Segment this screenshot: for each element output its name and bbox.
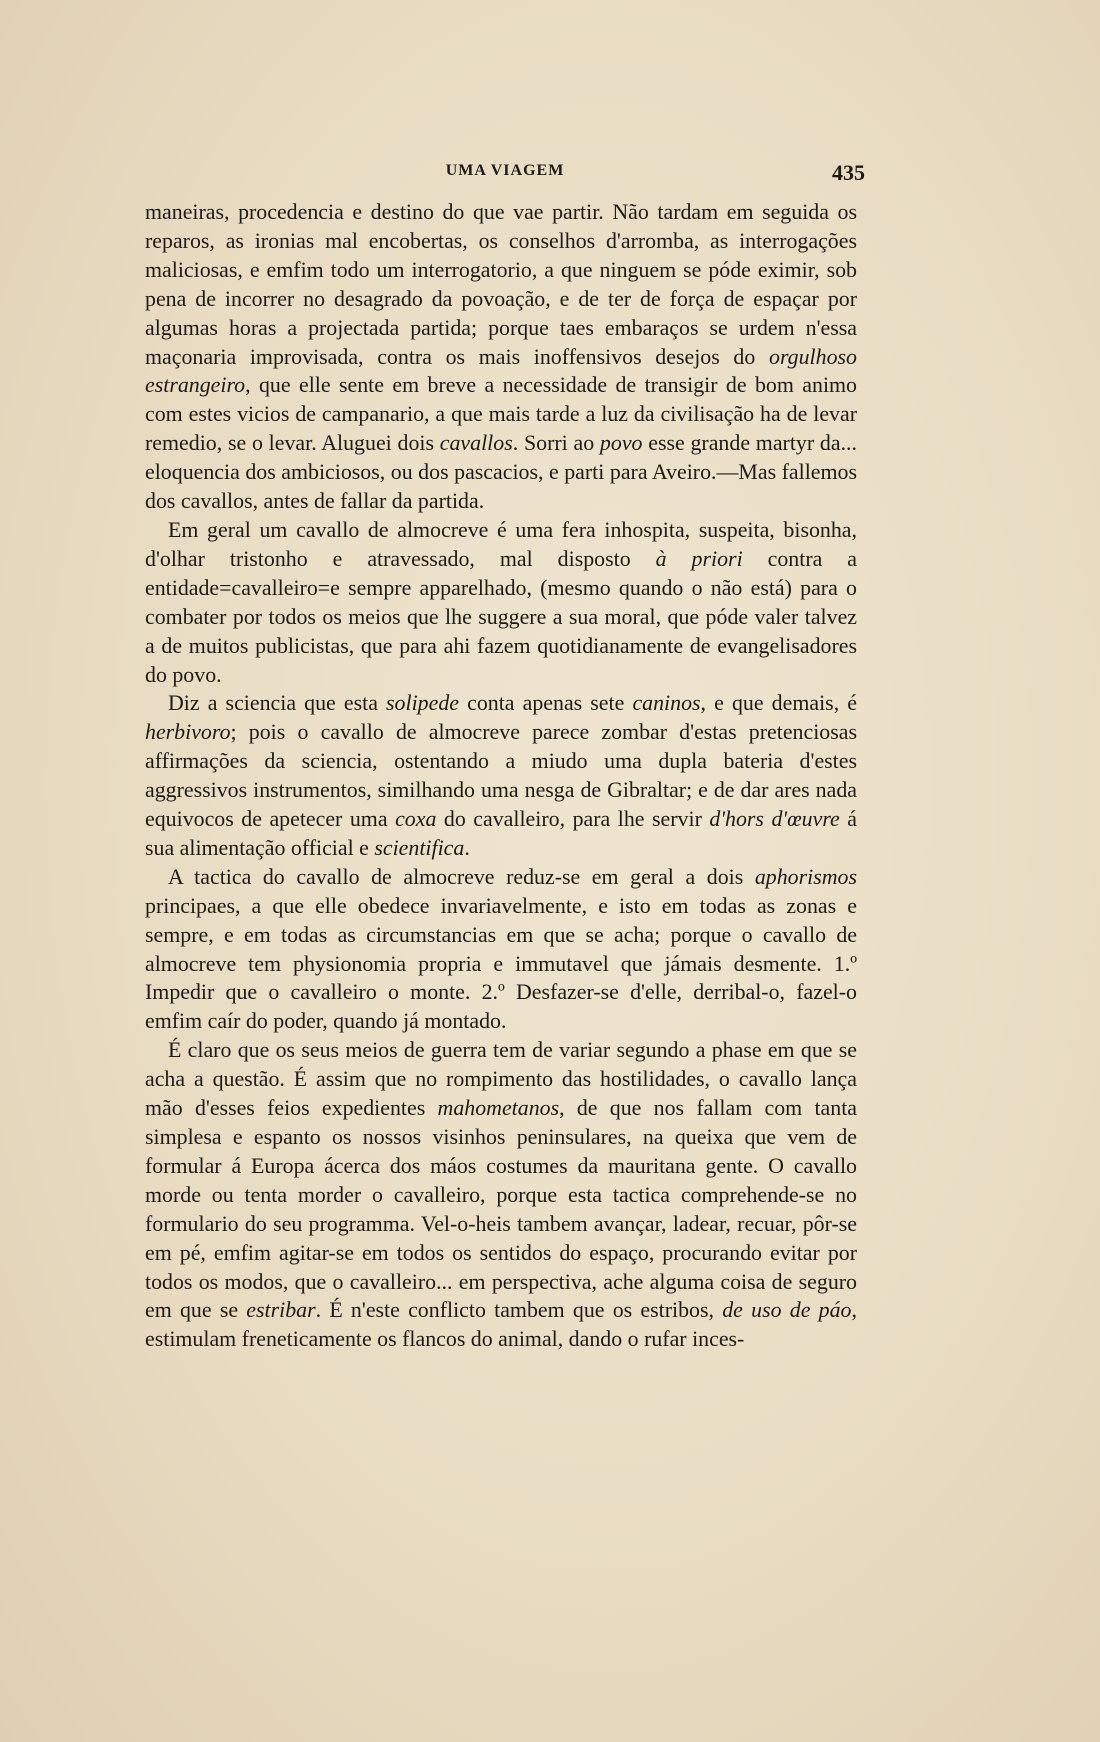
text-run: A tactica do cavallo de almocreve reduz-se em geral a dois — [168, 863, 755, 889]
italic-text: herbivoro — [145, 719, 231, 745]
text-run: , que elle sente em breve a necessidade de transigir de bom animo com estes vicios de campanario, a que mais tarde a luz da civilisação ha de levar remedio, se o levar. Aluguei dois — [145, 372, 857, 456]
text-run: esse grande martyr da... eloquencia dos ambiciosos, ou dos pascacios, e parti para Aveiro.—Mas fallemos dos cavallos, antes de fallar da partida. — [145, 430, 857, 514]
text-run: . Sorri ao — [512, 430, 600, 456]
italic-text: de uso de páo — [722, 1297, 852, 1323]
italic-text: povo — [599, 430, 643, 456]
italic-text: scientifica — [374, 834, 465, 860]
page-number: 435 — [832, 160, 865, 185]
body-text — [145, 198, 857, 1354]
italic-text: caninos — [632, 690, 701, 716]
text-run: . — [464, 834, 470, 860]
text-run: contra a entidade=cavalleiro=e sempre apparelhado, (mesmo quando o não está) para o combater por todos os meios que lhe suggere a sua moral, que póde valer talvez a de muitos publicistas, que para ahi fazem quotidianamente de evangelisadores do povo. — [145, 545, 858, 687]
paragraph — [145, 1036, 857, 1354]
text-run: , e que demais, é — [700, 690, 857, 716]
text-run: , de que nos fallam com tanta simplesa e espanto os nossos visinhos peninsulares, na queixa que vem de formular á Europa ácerca dos máos costumes da mauritana gente. O cavallo morde ou tenta morder o cavalleiro, porque esta tactica comprehende-se no formulario do seu programma. Vel-o-heis tambem avançar, ladear, recuar, pôr-se em pé, emfim agitar-se em todos os sentidos do espaço, procurando evitar por todos os modos, que o cavalleiro... em perspectiva, ache alguma coisa de seguro em que se — [145, 1095, 857, 1323]
italic-text: à priori — [655, 545, 743, 571]
italic-text: cavallos — [439, 430, 513, 456]
text-run: ; pois o cavallo de almocreve parece zombar d'estas pretenciosas affirmações da sciencia, ostentando a miudo uma dupla bateria d'estes aggressivos instrumentos, similhando uma nesga de Gibraltar; e de dar ares nada equivocos de apetecer uma — [145, 719, 857, 832]
italic-text: estribar — [246, 1297, 316, 1323]
text-run: do cavalleiro, para lhe servir — [436, 806, 710, 832]
italic-text: d'hors d'œuvre — [709, 806, 840, 832]
running-title: UMA VIAGEM — [445, 162, 565, 179]
text-run: , estimulam freneticamente os flancos do animal, dando o rufar inces- — [145, 1297, 857, 1352]
text-run: Em geral um cavallo de almocreve é uma fera inhospita, suspeita, bisonha, d'olhar tristonho e atravessado, mal disposto — [145, 516, 857, 571]
paragraph — [145, 689, 857, 862]
text-run: . É n'este conflicto tambem que os estribos, — [315, 1297, 723, 1323]
paragraph — [145, 516, 857, 689]
text-run: maneiras, procedencia e destino do que vae partir. Não tardam em seguida os reparos, as ironias mal encobertas, os conselhos d'arromba, as interrogações maliciosas, e emfim todo um interrogatorio, a que ninguem se póde eximir, sob pena de incorrer no desagrado da povoação, e de ter de força de espaçar por algumas horas a projectada partida; porque taes embaraços se urdem n'essa maçonaria improvisada, contra os mais inoffensivos desejos do — [145, 199, 857, 369]
text-run: Diz a sciencia que esta — [168, 690, 387, 716]
text-run: conta apenas sete — [458, 690, 633, 716]
italic-text: mahometanos — [437, 1095, 560, 1121]
page-header — [145, 160, 865, 190]
text-run: principaes, a que elle obedece invariavelmente, e isto em todas as zonas e sempre, e em todas as circumstancias em que se acha; porque o cavallo de almocreve tem physionomia propria e immutavel que jámais desmente. 1.º Impedir que o cavalleiro o monte. 2.º Desfazer-se d'elle, derribal-o, fazel-o emfim caír do poder, quando já montado. — [145, 892, 857, 1034]
text-run: É claro que os seus meios de guerra tem de variar segundo a phase em que se acha a questão. É assim que no rompimento das hostilidades, o cavallo lança mão d'esses feios expedientes — [145, 1037, 857, 1121]
text-run: á sua alimentação official e — [145, 806, 857, 860]
italic-text: solipede — [386, 690, 459, 716]
paragraph — [145, 198, 857, 516]
italic-text: aphorismos — [754, 863, 857, 889]
italic-text: orgulhoso estrangeiro — [145, 343, 857, 398]
italic-text: coxa — [395, 806, 437, 832]
paragraph — [145, 863, 857, 1036]
